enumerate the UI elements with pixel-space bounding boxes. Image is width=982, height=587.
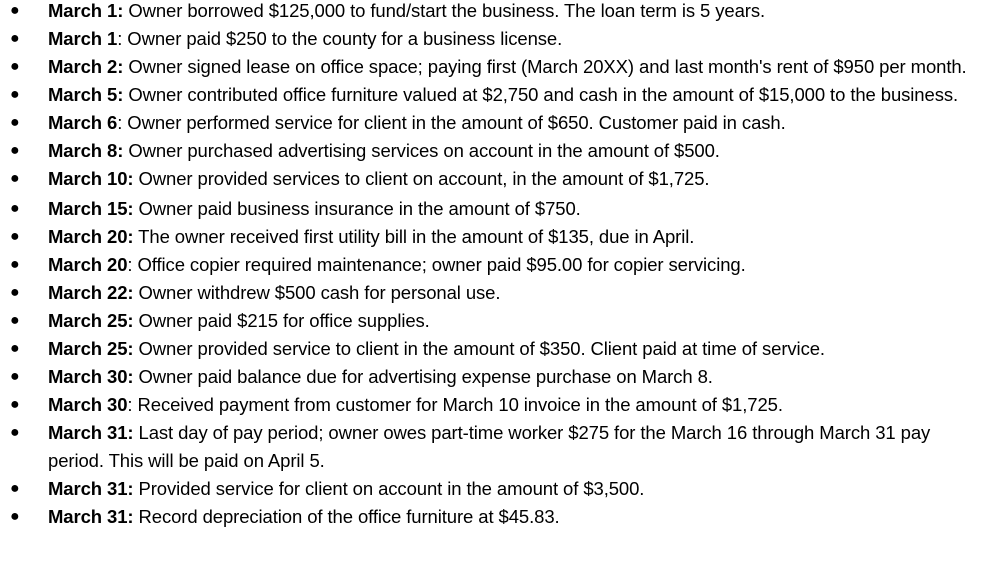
transaction-date: March 1: [48, 0, 124, 21]
transaction-text: Owner provided services to client on account, in the amount of $1,725. [133, 168, 710, 189]
transaction-text: Received payment from customer for March 10 invoice in the amount of $1,725. [132, 394, 783, 415]
bullet-icon: ● [10, 368, 20, 385]
transaction-date: March 15: [48, 198, 134, 219]
bullet-icon: ● [10, 312, 20, 329]
list-item [0, 81, 982, 109]
transaction-text: Owner contributed office furniture valued at $2,750 and cash in the amount of $15,000 to the business. [123, 84, 959, 105]
date-separator: : [117, 28, 123, 49]
transaction-date: March 20 [48, 254, 128, 275]
transaction-text: Record depreciation of the office furniture at $45.83. [133, 506, 560, 527]
list-item [0, 0, 982, 25]
transaction-text: Last day of pay period; owner owes part-time worker $275 for the March 16 through March 31 pay period. This will be paid on April 5. [48, 422, 931, 471]
list-item [0, 363, 982, 391]
date-separator: : [117, 112, 123, 133]
transaction-date: March 2: [48, 56, 124, 77]
transaction-date: March 22: [48, 282, 134, 303]
transaction-text: The owner received first utility bill in the amount of $135, due in April. [133, 226, 695, 247]
bullet-icon: ● [10, 170, 20, 187]
bullet-icon: ● [10, 200, 20, 217]
list-item [0, 391, 982, 419]
transaction-date: March 5: [48, 84, 124, 105]
transaction-text: Owner signed lease on office space; paying first (March 20XX) and last month's rent of $950 per month. [123, 56, 967, 77]
list-item [0, 165, 982, 193]
date-separator: : [127, 394, 133, 415]
bullet-icon: ● [10, 480, 20, 497]
bullet-icon: ● [10, 256, 20, 273]
bullet-icon: ● [10, 396, 20, 413]
bullet-icon: ● [10, 142, 20, 159]
bullet-icon: ● [10, 114, 20, 131]
list-item [0, 223, 982, 251]
list-item [0, 25, 982, 53]
date-separator: : [127, 254, 133, 275]
transaction-text: Owner performed service for client in the amount of $650. Customer paid in cash. [122, 112, 786, 133]
transaction-text: Owner provided service to client in the amount of $350. Client paid at time of service. [133, 338, 825, 359]
transaction-date: March 30 [48, 394, 128, 415]
bullet-icon: ● [10, 284, 20, 301]
transaction-text: Office copier required maintenance; owner paid $95.00 for copier servicing. [132, 254, 746, 275]
transaction-date: March 31: [48, 506, 134, 527]
list-item [0, 195, 982, 223]
list-item [0, 503, 982, 531]
list-item [0, 335, 982, 363]
transaction-text: Owner borrowed $125,000 to fund/start the business. The loan term is 5 years. [123, 0, 766, 21]
bullet-icon: ● [10, 30, 20, 47]
transaction-date: March 30: [48, 366, 134, 387]
list-item [0, 251, 982, 279]
bullet-icon: ● [10, 58, 20, 75]
transaction-text: Owner purchased advertising services on account in the amount of $500. [123, 140, 720, 161]
list-item [0, 137, 982, 165]
transaction-date: March 25: [48, 338, 134, 359]
transaction-text: Owner paid business insurance in the amount of $750. [133, 198, 581, 219]
transaction-text: Provided service for client on account in the amount of $3,500. [133, 478, 645, 499]
transaction-text: Owner paid $215 for office supplies. [133, 310, 430, 331]
transaction-date: March 8: [48, 140, 124, 161]
transaction-date: March 20: [48, 226, 134, 247]
list-item [0, 279, 982, 307]
transaction-text: Owner paid balance due for advertising expense purchase on March 8. [133, 366, 713, 387]
bullet-icon: ● [10, 2, 20, 19]
bullet-icon: ● [10, 86, 20, 103]
transaction-date: March 6 [48, 112, 118, 133]
list-item [0, 419, 982, 475]
transaction-text: Owner withdrew $500 cash for personal use. [133, 282, 501, 303]
bullet-icon: ● [10, 508, 20, 525]
transaction-date: March 1 [48, 28, 118, 49]
bullet-icon: ● [10, 424, 20, 441]
transaction-date: March 31: [48, 478, 134, 499]
transaction-date: March 10: [48, 168, 134, 189]
bullet-icon: ● [10, 228, 20, 245]
transaction-text: Owner paid $250 to the county for a business license. [122, 28, 563, 49]
transaction-date: March 25: [48, 310, 134, 331]
list-item [0, 475, 982, 503]
transaction-date: March 31: [48, 422, 134, 443]
list-item [0, 307, 982, 335]
bullet-icon: ● [10, 340, 20, 357]
list-item [0, 53, 982, 81]
list-item [0, 109, 982, 137]
